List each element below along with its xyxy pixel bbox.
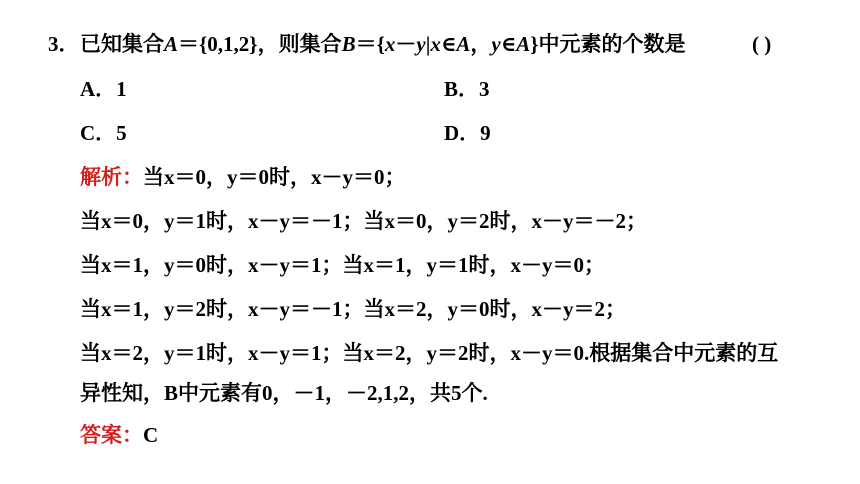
solution-text-4: 当x＝1，y＝2时，x－y＝－1；当x＝2，y＝0时，x－y＝2； — [80, 297, 626, 321]
answer-value: C — [143, 423, 159, 447]
question-number: 3． — [48, 32, 80, 56]
solution-text-5: 当x＝2，y＝1时，x－y＝1；当x＝2，y＝2时，x－y＝0.根据集合中元素的互 — [80, 341, 779, 365]
solution-text-2: 当x＝0，y＝1时，x－y＝－1；当x＝0，y＝2时，x－y＝－2； — [80, 209, 647, 233]
option-c: C．5 — [80, 121, 127, 145]
answer-blank: ( ) — [752, 32, 772, 56]
solution-text-1: 当x＝0，y＝0时，x－y＝0； — [143, 165, 406, 189]
question-stem: 已知集合A＝{0,1,2}，则集合B＝{x－y|x∈A，y∈A}中元素的个数是 — [80, 32, 686, 56]
answer-label: 答案： — [80, 423, 143, 447]
option-b: B．3 — [444, 77, 490, 101]
solution-label: 解析： — [80, 165, 143, 189]
solution-text-3: 当x＝1，y＝0时，x－y＝1；当x＝1，y＝1时，x－y＝0； — [80, 253, 605, 277]
option-a: A．1 — [80, 77, 127, 101]
solution-text-6: 异性知，B中元素有0，－1，－2,1,2，共5个. — [80, 381, 488, 405]
option-d: D．9 — [444, 121, 491, 145]
